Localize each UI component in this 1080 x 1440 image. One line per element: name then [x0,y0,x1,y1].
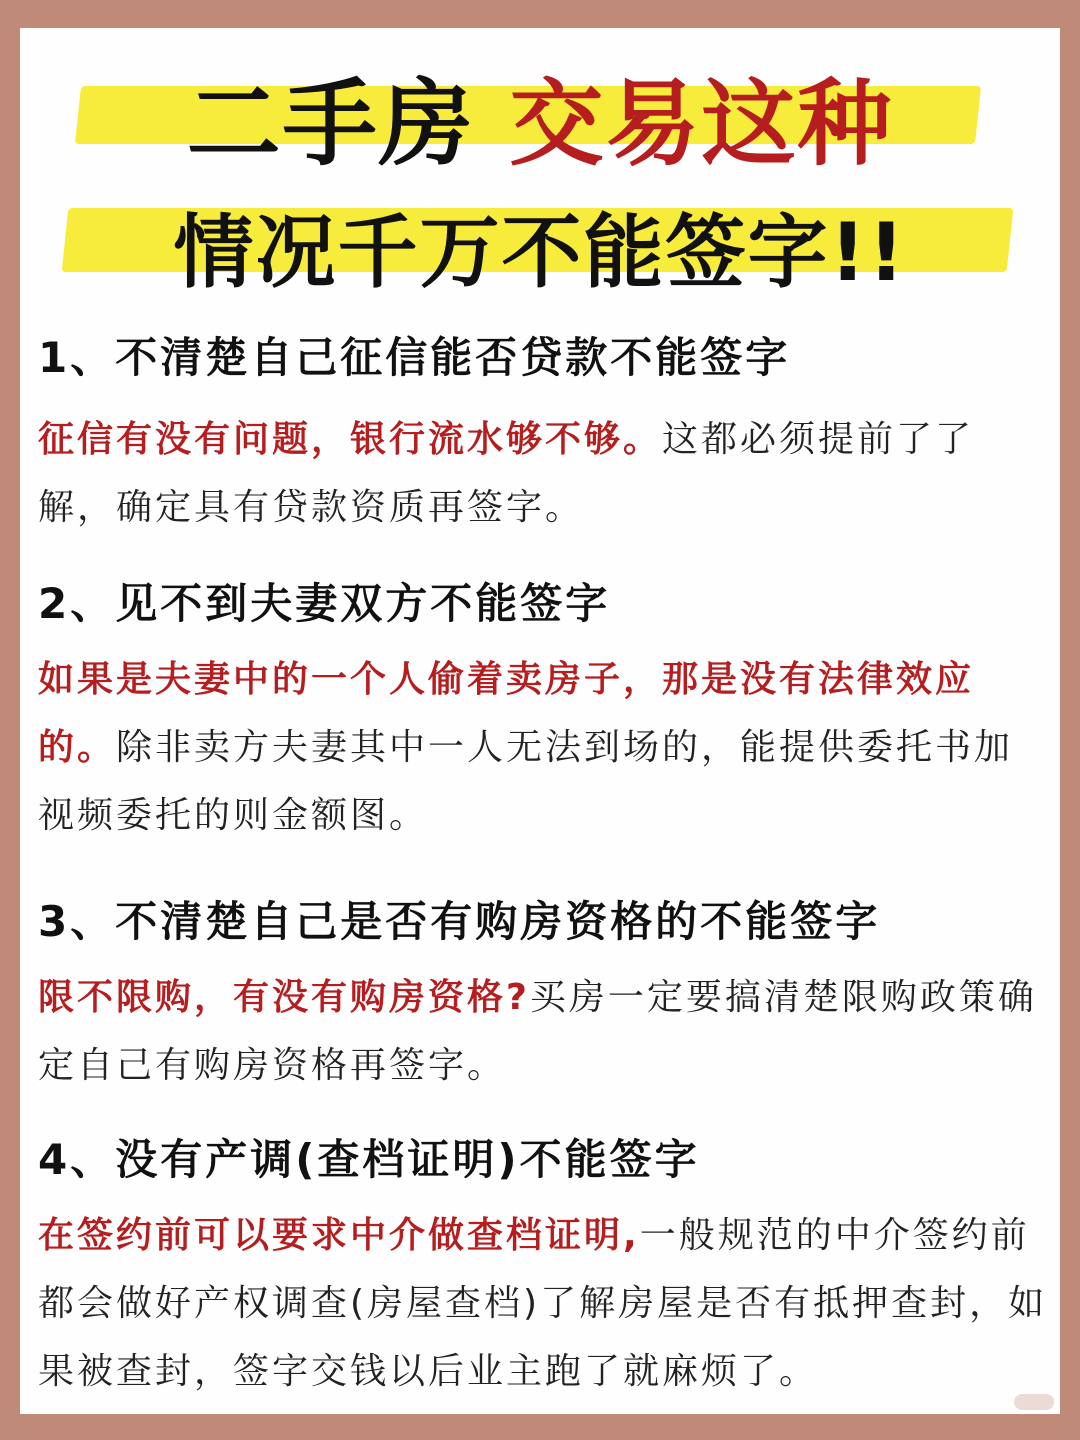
section-heading: 1、不清楚自己征信能否贷款不能签字 [38,333,791,382]
section-3 [38,894,1048,1100]
section-body [38,646,1048,850]
page-title-line-2: 情况千万不能签字!! [173,206,907,299]
section-heading: 2、见不到夫妻双方不能签字 [38,579,611,628]
article-card [20,28,1060,1414]
section-emphasis: 征信有没有问题，银行流水够不够。 [38,419,663,460]
section-text: 买房一定要搞清楚限购政策确定自己有购房资格再签字。 [38,977,1037,1086]
section-1 [38,330,1048,542]
section-heading: 4、没有产调(查档证明)不能签字 [38,1135,700,1184]
title-part-red: 交易这种 [509,70,894,179]
section-4 [38,1132,1048,1406]
section-text: 除非卖方夫妻其中一人无法到场的，能提供委托书加视频委托的则金额图。 [38,727,1014,836]
section-text: 一般规范的中介签约前都会做好产权调查(房屋查档)了解房屋是否有抵押查封，如果被查封，签字交钱以后业主跑了就麻烦了。 [38,1215,1048,1392]
section-emphasis: 如果是夫妻中的一个人偷着卖房子，那是没有法律效应的。 [38,659,975,768]
section-body [38,1202,1048,1406]
section-2 [38,576,1048,850]
section-body [38,964,1048,1100]
section-body [38,406,1048,542]
section-heading: 3、不清楚自己是否有购房资格的不能签字 [38,897,881,946]
title-part-black: 二手房 [186,70,475,179]
watermark-badge [1014,1394,1054,1410]
page-title-line-1 [20,70,1060,180]
section-text: 这都必须提前了了解，确定具有贷款资质再签字。 [38,419,975,528]
section-emphasis: 限不限购，有没有购房资格? [38,977,530,1018]
section-emphasis: 在签约前可以要求中介做查档证明, [38,1215,640,1256]
